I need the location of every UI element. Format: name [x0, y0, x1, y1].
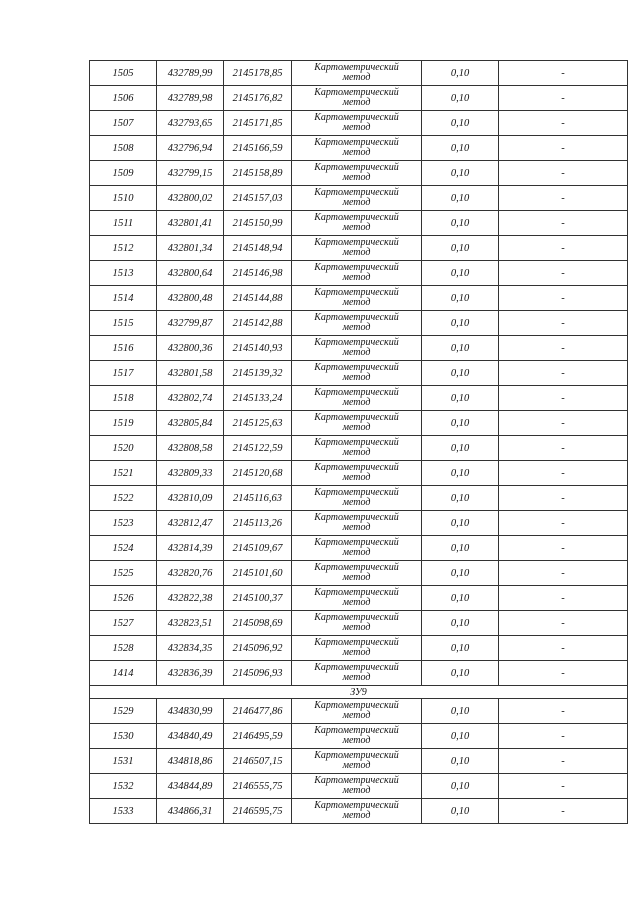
point-number-cell: 1528: [90, 636, 157, 661]
y-coordinate-cell: 2145125,63: [224, 411, 292, 436]
x-coordinate-cell: 432820,76: [157, 561, 224, 586]
method-line: Картометрический: [314, 775, 399, 786]
table-row: [90, 511, 628, 536]
description-cell: -: [499, 636, 628, 661]
method-cell: [292, 486, 422, 511]
method-line: Картометрический: [314, 137, 399, 148]
description-cell: -: [499, 661, 628, 686]
table-row: [90, 661, 628, 686]
x-coordinate-cell: 432802,74: [157, 386, 224, 411]
y-coordinate-cell: 2145101,60: [224, 561, 292, 586]
method-line: метод: [342, 172, 371, 183]
method-line: Картометрический: [314, 800, 399, 811]
method-cell: [292, 311, 422, 336]
table-row: [90, 636, 628, 661]
x-coordinate-cell: 432796,94: [157, 136, 224, 161]
method-cell: [292, 611, 422, 636]
x-coordinate-cell: 432836,39: [157, 661, 224, 686]
error-cell: 0,10: [422, 186, 499, 211]
method-line: Картометрический: [314, 87, 399, 98]
y-coordinate-cell: 2145166,59: [224, 136, 292, 161]
method-cell: [292, 61, 422, 86]
description-cell: -: [499, 411, 628, 436]
table-row: [90, 386, 628, 411]
error-cell: 0,10: [422, 486, 499, 511]
y-coordinate-cell: 2146495,59: [224, 724, 292, 749]
table-row: [90, 486, 628, 511]
method-line: метод: [342, 447, 371, 458]
x-coordinate-cell: 432834,35: [157, 636, 224, 661]
x-coordinate-cell: 434818,86: [157, 749, 224, 774]
error-cell: 0,10: [422, 536, 499, 561]
method-line: Картометрический: [314, 312, 399, 323]
point-number-cell: 1526: [90, 586, 157, 611]
section-header-row: [90, 686, 628, 699]
description-cell: -: [499, 486, 628, 511]
method-line: метод: [342, 522, 371, 533]
y-coordinate-cell: 2145139,32: [224, 361, 292, 386]
section-title: ЗУ9: [90, 686, 628, 699]
method-line: Картометрический: [314, 512, 399, 523]
method-line: метод: [342, 122, 371, 133]
y-coordinate-cell: 2145122,59: [224, 436, 292, 461]
x-coordinate-cell: 432800,02: [157, 186, 224, 211]
table-row: [90, 361, 628, 386]
method-line: Картометрический: [314, 162, 399, 173]
method-line: Картометрический: [314, 462, 399, 473]
y-coordinate-cell: 2145142,88: [224, 311, 292, 336]
method-cell: [292, 561, 422, 586]
method-cell: [292, 774, 422, 799]
description-cell: -: [499, 161, 628, 186]
y-coordinate-cell: 2145120,68: [224, 461, 292, 486]
y-coordinate-cell: 2145098,69: [224, 611, 292, 636]
table-row: [90, 724, 628, 749]
method-line: метод: [342, 810, 371, 821]
y-coordinate-cell: 2146555,75: [224, 774, 292, 799]
coordinates-table: [89, 60, 628, 824]
point-number-cell: 1518: [90, 386, 157, 411]
method-cell: [292, 799, 422, 824]
y-coordinate-cell: 2146477,86: [224, 699, 292, 724]
method-line: метод: [342, 397, 371, 408]
method-line: Картометрический: [314, 262, 399, 273]
point-number-cell: 1517: [90, 361, 157, 386]
error-cell: 0,10: [422, 386, 499, 411]
table-row: [90, 411, 628, 436]
error-cell: 0,10: [422, 61, 499, 86]
description-cell: -: [499, 111, 628, 136]
method-line: метод: [342, 597, 371, 608]
y-coordinate-cell: 2145109,67: [224, 536, 292, 561]
method-line: метод: [342, 322, 371, 333]
method-line: Картометрический: [314, 237, 399, 248]
point-number-cell: 1521: [90, 461, 157, 486]
method-line: Картометрический: [314, 387, 399, 398]
description-cell: -: [499, 749, 628, 774]
method-cell: [292, 111, 422, 136]
description-cell: -: [499, 186, 628, 211]
method-cell: [292, 261, 422, 286]
method-cell: [292, 661, 422, 686]
x-coordinate-cell: 432823,51: [157, 611, 224, 636]
method-cell: [292, 636, 422, 661]
method-cell: [292, 211, 422, 236]
table-row: [90, 436, 628, 461]
method-line: метод: [342, 372, 371, 383]
y-coordinate-cell: 2145176,82: [224, 86, 292, 111]
description-cell: -: [499, 536, 628, 561]
method-cell: [292, 411, 422, 436]
method-cell: [292, 386, 422, 411]
method-line: метод: [342, 272, 371, 283]
error-cell: 0,10: [422, 561, 499, 586]
x-coordinate-cell: 432814,39: [157, 536, 224, 561]
error-cell: 0,10: [422, 724, 499, 749]
point-number-cell: 1527: [90, 611, 157, 636]
method-cell: [292, 586, 422, 611]
point-number-cell: 1523: [90, 511, 157, 536]
error-cell: 0,10: [422, 161, 499, 186]
point-number-cell: 1506: [90, 86, 157, 111]
point-number-cell: 1510: [90, 186, 157, 211]
method-cell: [292, 286, 422, 311]
point-number-cell: 1529: [90, 699, 157, 724]
method-cell: [292, 136, 422, 161]
method-line: метод: [342, 222, 371, 233]
x-coordinate-cell: 432799,87: [157, 311, 224, 336]
method-line: метод: [342, 547, 371, 558]
table-row: [90, 336, 628, 361]
y-coordinate-cell: 2145144,88: [224, 286, 292, 311]
method-line: метод: [342, 672, 371, 683]
description-cell: -: [499, 611, 628, 636]
point-number-cell: 1414: [90, 661, 157, 686]
y-coordinate-cell: 2145178,85: [224, 61, 292, 86]
table-row: [90, 611, 628, 636]
x-coordinate-cell: 432800,64: [157, 261, 224, 286]
method-line: Картометрический: [314, 437, 399, 448]
method-line: Картометрический: [314, 287, 399, 298]
point-number-cell: 1525: [90, 561, 157, 586]
x-coordinate-cell: 432789,98: [157, 86, 224, 111]
error-cell: 0,10: [422, 586, 499, 611]
point-number-cell: 1531: [90, 749, 157, 774]
error-cell: 0,10: [422, 436, 499, 461]
description-cell: -: [499, 211, 628, 236]
method-line: метод: [342, 247, 371, 258]
method-line: метод: [342, 97, 371, 108]
method-line: метод: [342, 197, 371, 208]
method-cell: [292, 461, 422, 486]
method-cell: [292, 361, 422, 386]
table-row: [90, 86, 628, 111]
description-cell: -: [499, 561, 628, 586]
method-cell: [292, 749, 422, 774]
method-line: метод: [342, 785, 371, 796]
method-cell: [292, 511, 422, 536]
x-coordinate-cell: 434866,31: [157, 799, 224, 824]
point-number-cell: 1533: [90, 799, 157, 824]
table-row: [90, 749, 628, 774]
x-coordinate-cell: 432808,58: [157, 436, 224, 461]
point-number-cell: 1508: [90, 136, 157, 161]
error-cell: 0,10: [422, 86, 499, 111]
table-row: [90, 136, 628, 161]
point-number-cell: 1532: [90, 774, 157, 799]
method-cell: [292, 436, 422, 461]
method-line: Картометрический: [314, 612, 399, 623]
x-coordinate-cell: 432799,15: [157, 161, 224, 186]
table-row: [90, 799, 628, 824]
method-line: Картометрический: [314, 662, 399, 673]
y-coordinate-cell: 2145133,24: [224, 386, 292, 411]
method-cell: [292, 86, 422, 111]
table-row: [90, 261, 628, 286]
x-coordinate-cell: 432801,41: [157, 211, 224, 236]
method-line: метод: [342, 760, 371, 771]
method-cell: [292, 236, 422, 261]
description-cell: -: [499, 61, 628, 86]
description-cell: -: [499, 236, 628, 261]
error-cell: 0,10: [422, 336, 499, 361]
point-number-cell: 1516: [90, 336, 157, 361]
x-coordinate-cell: 434844,89: [157, 774, 224, 799]
y-coordinate-cell: 2145146,98: [224, 261, 292, 286]
error-cell: 0,10: [422, 311, 499, 336]
description-cell: -: [499, 461, 628, 486]
error-cell: 0,10: [422, 286, 499, 311]
y-coordinate-cell: 2146595,75: [224, 799, 292, 824]
table-row: [90, 699, 628, 724]
method-line: Картометрический: [314, 337, 399, 348]
x-coordinate-cell: 432805,84: [157, 411, 224, 436]
point-number-cell: 1514: [90, 286, 157, 311]
method-line: метод: [342, 147, 371, 158]
error-cell: 0,10: [422, 411, 499, 436]
y-coordinate-cell: 2145140,93: [224, 336, 292, 361]
error-cell: 0,10: [422, 261, 499, 286]
y-coordinate-cell: 2145096,92: [224, 636, 292, 661]
table-row: [90, 311, 628, 336]
description-cell: -: [499, 724, 628, 749]
method-line: метод: [342, 422, 371, 433]
error-cell: 0,10: [422, 699, 499, 724]
method-cell: [292, 336, 422, 361]
point-number-cell: 1511: [90, 211, 157, 236]
description-cell: -: [499, 336, 628, 361]
description-cell: -: [499, 386, 628, 411]
description-cell: -: [499, 361, 628, 386]
method-line: Картометрический: [314, 537, 399, 548]
point-number-cell: 1530: [90, 724, 157, 749]
method-cell: [292, 724, 422, 749]
x-coordinate-cell: 432822,38: [157, 586, 224, 611]
error-cell: 0,10: [422, 611, 499, 636]
method-line: Картометрический: [314, 187, 399, 198]
error-cell: 0,10: [422, 774, 499, 799]
table-row: [90, 211, 628, 236]
method-line: Картометрический: [314, 362, 399, 373]
method-line: метод: [342, 347, 371, 358]
description-cell: -: [499, 136, 628, 161]
x-coordinate-cell: 432801,58: [157, 361, 224, 386]
table-row: [90, 111, 628, 136]
point-number-cell: 1505: [90, 61, 157, 86]
x-coordinate-cell: 434830,99: [157, 699, 224, 724]
error-cell: 0,10: [422, 211, 499, 236]
method-line: Картометрический: [314, 725, 399, 736]
method-line: метод: [342, 572, 371, 583]
x-coordinate-cell: 432800,48: [157, 286, 224, 311]
method-line: метод: [342, 622, 371, 633]
table-row: [90, 186, 628, 211]
description-cell: -: [499, 86, 628, 111]
point-number-cell: 1522: [90, 486, 157, 511]
method-line: Картометрический: [314, 487, 399, 498]
method-line: Картометрический: [314, 212, 399, 223]
table-row: [90, 161, 628, 186]
y-coordinate-cell: 2145158,89: [224, 161, 292, 186]
y-coordinate-cell: 2145148,94: [224, 236, 292, 261]
error-cell: 0,10: [422, 461, 499, 486]
point-number-cell: 1519: [90, 411, 157, 436]
x-coordinate-cell: 432809,33: [157, 461, 224, 486]
table-row: [90, 774, 628, 799]
point-number-cell: 1513: [90, 261, 157, 286]
method-cell: [292, 161, 422, 186]
table-row: [90, 461, 628, 486]
table-row: [90, 536, 628, 561]
description-cell: -: [499, 286, 628, 311]
method-line: метод: [342, 297, 371, 308]
method-line: метод: [342, 472, 371, 483]
description-cell: -: [499, 261, 628, 286]
table-row: [90, 236, 628, 261]
point-number-cell: 1507: [90, 111, 157, 136]
error-cell: 0,10: [422, 636, 499, 661]
method-line: Картометрический: [314, 637, 399, 648]
error-cell: 0,10: [422, 511, 499, 536]
description-cell: -: [499, 586, 628, 611]
method-line: Картометрический: [314, 112, 399, 123]
method-line: метод: [342, 647, 371, 658]
point-number-cell: 1512: [90, 236, 157, 261]
y-coordinate-cell: 2145150,99: [224, 211, 292, 236]
method-line: метод: [342, 72, 371, 83]
table-row: [90, 286, 628, 311]
method-line: Картометрический: [314, 412, 399, 423]
x-coordinate-cell: 432801,34: [157, 236, 224, 261]
method-line: Картометрический: [314, 62, 399, 73]
x-coordinate-cell: 432800,36: [157, 336, 224, 361]
y-coordinate-cell: 2145113,26: [224, 511, 292, 536]
method-line: метод: [342, 735, 371, 746]
description-cell: -: [499, 799, 628, 824]
y-coordinate-cell: 2145100,37: [224, 586, 292, 611]
error-cell: 0,10: [422, 361, 499, 386]
x-coordinate-cell: 432793,65: [157, 111, 224, 136]
description-cell: -: [499, 511, 628, 536]
point-number-cell: 1509: [90, 161, 157, 186]
method-cell: [292, 536, 422, 561]
x-coordinate-cell: 432789,99: [157, 61, 224, 86]
description-cell: -: [499, 699, 628, 724]
description-cell: -: [499, 311, 628, 336]
error-cell: 0,10: [422, 799, 499, 824]
point-number-cell: 1524: [90, 536, 157, 561]
x-coordinate-cell: 432812,47: [157, 511, 224, 536]
coordinates-table-body: [90, 61, 628, 824]
error-cell: 0,10: [422, 661, 499, 686]
method-line: метод: [342, 497, 371, 508]
description-cell: -: [499, 436, 628, 461]
x-coordinate-cell: 434840,49: [157, 724, 224, 749]
description-cell: -: [499, 774, 628, 799]
y-coordinate-cell: 2146507,15: [224, 749, 292, 774]
method-line: Картометрический: [314, 700, 399, 711]
error-cell: 0,10: [422, 236, 499, 261]
method-cell: [292, 699, 422, 724]
method-line: Картометрический: [314, 587, 399, 598]
table-row: [90, 561, 628, 586]
x-coordinate-cell: 432810,09: [157, 486, 224, 511]
y-coordinate-cell: 2145096,93: [224, 661, 292, 686]
method-line: Картометрический: [314, 750, 399, 761]
point-number-cell: 1515: [90, 311, 157, 336]
method-line: Картометрический: [314, 562, 399, 573]
y-coordinate-cell: 2145157,03: [224, 186, 292, 211]
error-cell: 0,10: [422, 136, 499, 161]
point-number-cell: 1520: [90, 436, 157, 461]
table-row: [90, 586, 628, 611]
table-row: [90, 61, 628, 86]
method-line: метод: [342, 710, 371, 721]
y-coordinate-cell: 2145116,63: [224, 486, 292, 511]
error-cell: 0,10: [422, 111, 499, 136]
error-cell: 0,10: [422, 749, 499, 774]
y-coordinate-cell: 2145171,85: [224, 111, 292, 136]
method-cell: [292, 186, 422, 211]
